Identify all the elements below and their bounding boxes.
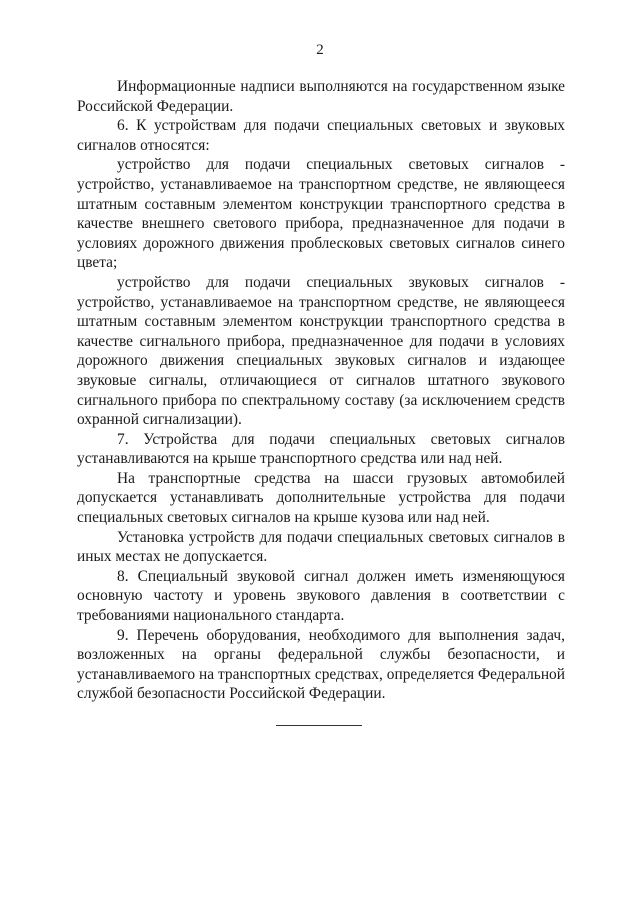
paragraph-item-9: 9. Перечень оборудования, необходимого для выполнения задач, возложенных на органы федеральной службы безопасности, и устанавливаемого на транспортных средствах, определяется Федеральной службой безопасности Российской Федерации. [77, 626, 565, 703]
end-separator-line [276, 725, 362, 726]
page-number: 2 [316, 42, 324, 58]
paragraph-info-labels: Информационные надписи выполняются на государственном языке Российской Федерации. [77, 78, 565, 115]
paragraph-sound-signal-device: устройство для подачи специальных звуковых сигналов - устройство, устанавливаемое на транспортном средстве, не являющееся штатным составным элементом конструкции транспортного средства в качестве сигнального прибора, предназначенное для подачи в условиях дорожного движения специальных звуковых сигналов и издающее звуковые сигналы, отличающиеся от сигналов штатного звукового сигнального прибора по спектральному составу (за исключением средств охранной сигнализации). [77, 273, 565, 429]
paragraph-item-8: 8. Специальный звуковой сигнал должен иметь изменяющуюся основную частоту и уровень звукового давления в соответствии с требованиями национального стандарта. [77, 567, 565, 625]
paragraph-item-6: 6. К устройствам для подачи специальных световых и звуковых сигналов относятся: [77, 117, 565, 154]
paragraph-item-7: 7. Устройства для подачи специальных световых сигналов устанавливаются на крыше транспортного средства или над ней. [77, 430, 565, 468]
paragraph-truck-chassis: На транспортные средства на шасси грузовых автомобилей допускается устанавливать дополнительные устройства для подачи специальных световых сигналов на крыше кузова или над ней. [77, 469, 565, 527]
paragraph-other-places: Установка устройств для подачи специальных световых сигналов в иных местах не допускается. [77, 528, 565, 566]
paragraph-light-signal-device: устройство для подачи специальных световых сигналов - устройство, устанавливаемое на транспортном средстве, не являющееся штатным составным элементом конструкции транспортного средства в качестве внешнего светового прибора, предназначенное для подачи в условиях дорожного движения проблесковых световых сигналов синего цвета; [77, 156, 565, 272]
document-body [77, 77, 565, 704]
